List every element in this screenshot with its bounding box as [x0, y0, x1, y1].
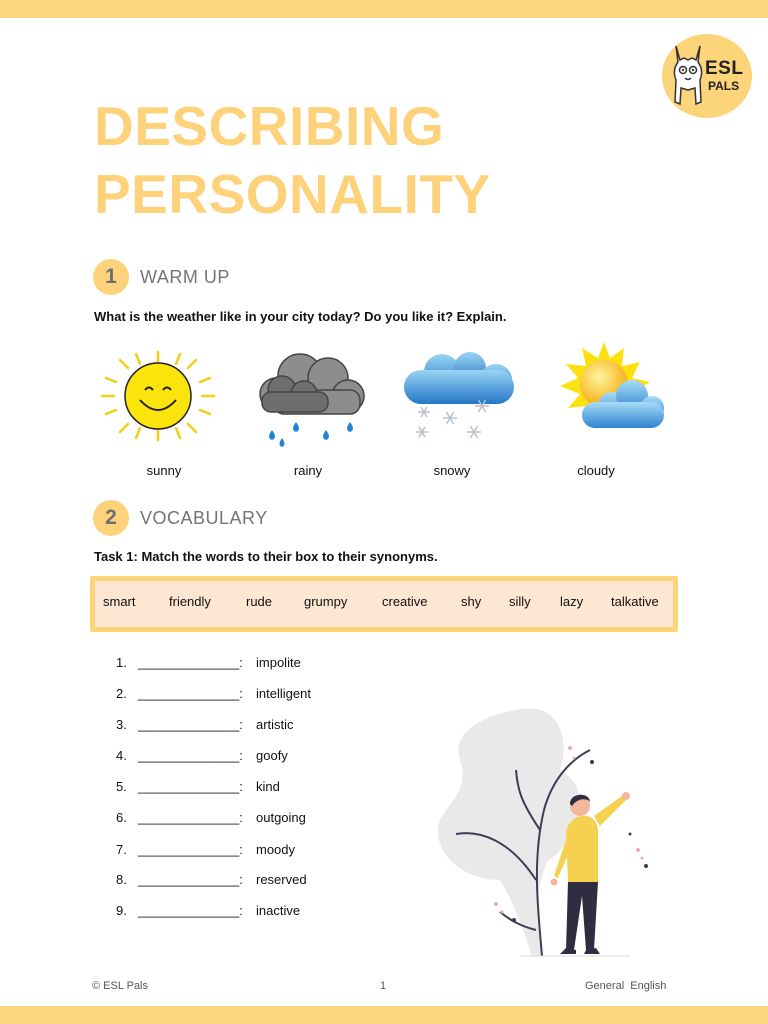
- answer-blank[interactable]: ______________:: [138, 842, 243, 857]
- list-item-number: 6.: [116, 810, 127, 825]
- answer-blank[interactable]: ______________:: [138, 686, 243, 701]
- logo-text-pals: PALS: [708, 79, 740, 93]
- list-item-number: 3.: [116, 717, 127, 732]
- synonym-word: intelligent: [256, 686, 311, 701]
- section-2-title: VOCABULARY: [140, 508, 268, 528]
- word-bank-item: talkative: [611, 594, 659, 609]
- word-bank-item: silly: [509, 594, 531, 609]
- weather-label-rainy: rainy: [293, 463, 323, 478]
- llama-icon: [668, 44, 708, 108]
- answer-blank[interactable]: ______________:: [138, 655, 243, 670]
- bottom-color-band: [0, 1006, 768, 1024]
- list-item-number: 9.: [116, 903, 127, 918]
- rain-cloud-icon: [252, 346, 370, 450]
- word-bank-item: friendly: [169, 594, 211, 609]
- list-item-number: 5.: [116, 779, 127, 794]
- section-1-number-badge: 1: [93, 259, 129, 295]
- sun-icon: [100, 350, 216, 442]
- word-bank-box: [90, 576, 678, 632]
- synonym-word: kind: [256, 779, 280, 794]
- footer-page-number: 1: [380, 980, 387, 992]
- esl-pals-logo: [662, 34, 752, 118]
- list-item-number: 4.: [116, 748, 127, 763]
- list-item-number: 2.: [116, 686, 127, 701]
- synonym-word: artistic: [256, 717, 294, 732]
- list-item-number: 7.: [116, 842, 127, 857]
- footer-course-label: General English: [585, 980, 667, 992]
- footer-copyright: © ESL Pals: [92, 980, 148, 992]
- answer-blank[interactable]: ______________:: [138, 779, 243, 794]
- warm-up-question: What is the weather like in your city today? Do you like it? Explain.: [94, 309, 507, 324]
- page-title: [94, 92, 491, 228]
- word-bank-item: smart: [103, 594, 136, 609]
- answer-blank[interactable]: ______________:: [138, 810, 243, 825]
- word-bank-item: rude: [246, 594, 273, 609]
- synonym-word: goofy: [256, 748, 288, 763]
- title-line-2: PERSONALITY: [94, 163, 491, 225]
- word-bank-item: grumpy: [304, 594, 348, 609]
- answer-blank[interactable]: ______________:: [138, 872, 243, 887]
- logo-text-esl: ESL: [705, 58, 744, 79]
- word-bank-item: creative: [382, 594, 428, 609]
- answer-blank[interactable]: ______________:: [138, 748, 243, 763]
- section-1-title: WARM UP: [140, 267, 230, 287]
- weather-label-sunny: sunny: [146, 463, 182, 478]
- synonym-word: reserved: [256, 872, 307, 887]
- synonym-word: impolite: [256, 655, 301, 670]
- answer-blank[interactable]: ______________:: [138, 717, 243, 732]
- top-color-band: [0, 0, 768, 18]
- word-bank-item: lazy: [560, 594, 584, 609]
- section-2-number-badge: 2: [93, 500, 129, 536]
- person-in-wind-illustration: [420, 700, 670, 962]
- synonym-word: outgoing: [256, 810, 306, 825]
- weather-label-cloudy: cloudy: [577, 463, 615, 478]
- list-item-number: 1.: [116, 655, 127, 670]
- weather-label-snowy: snowy: [433, 463, 471, 478]
- word-bank-item: shy: [461, 594, 482, 609]
- synonym-word: inactive: [256, 903, 301, 918]
- list-item-number: 8.: [116, 872, 127, 887]
- answer-blank[interactable]: ______________:: [138, 903, 243, 918]
- title-line-1: DESCRIBING: [94, 95, 445, 157]
- synonym-word: moody: [256, 842, 296, 857]
- snow-cloud-icon: [400, 350, 520, 444]
- task-1-instruction: Task 1: Match the words to their box to their synonyms.: [94, 549, 438, 564]
- sun-cloud-icon: [556, 340, 668, 436]
